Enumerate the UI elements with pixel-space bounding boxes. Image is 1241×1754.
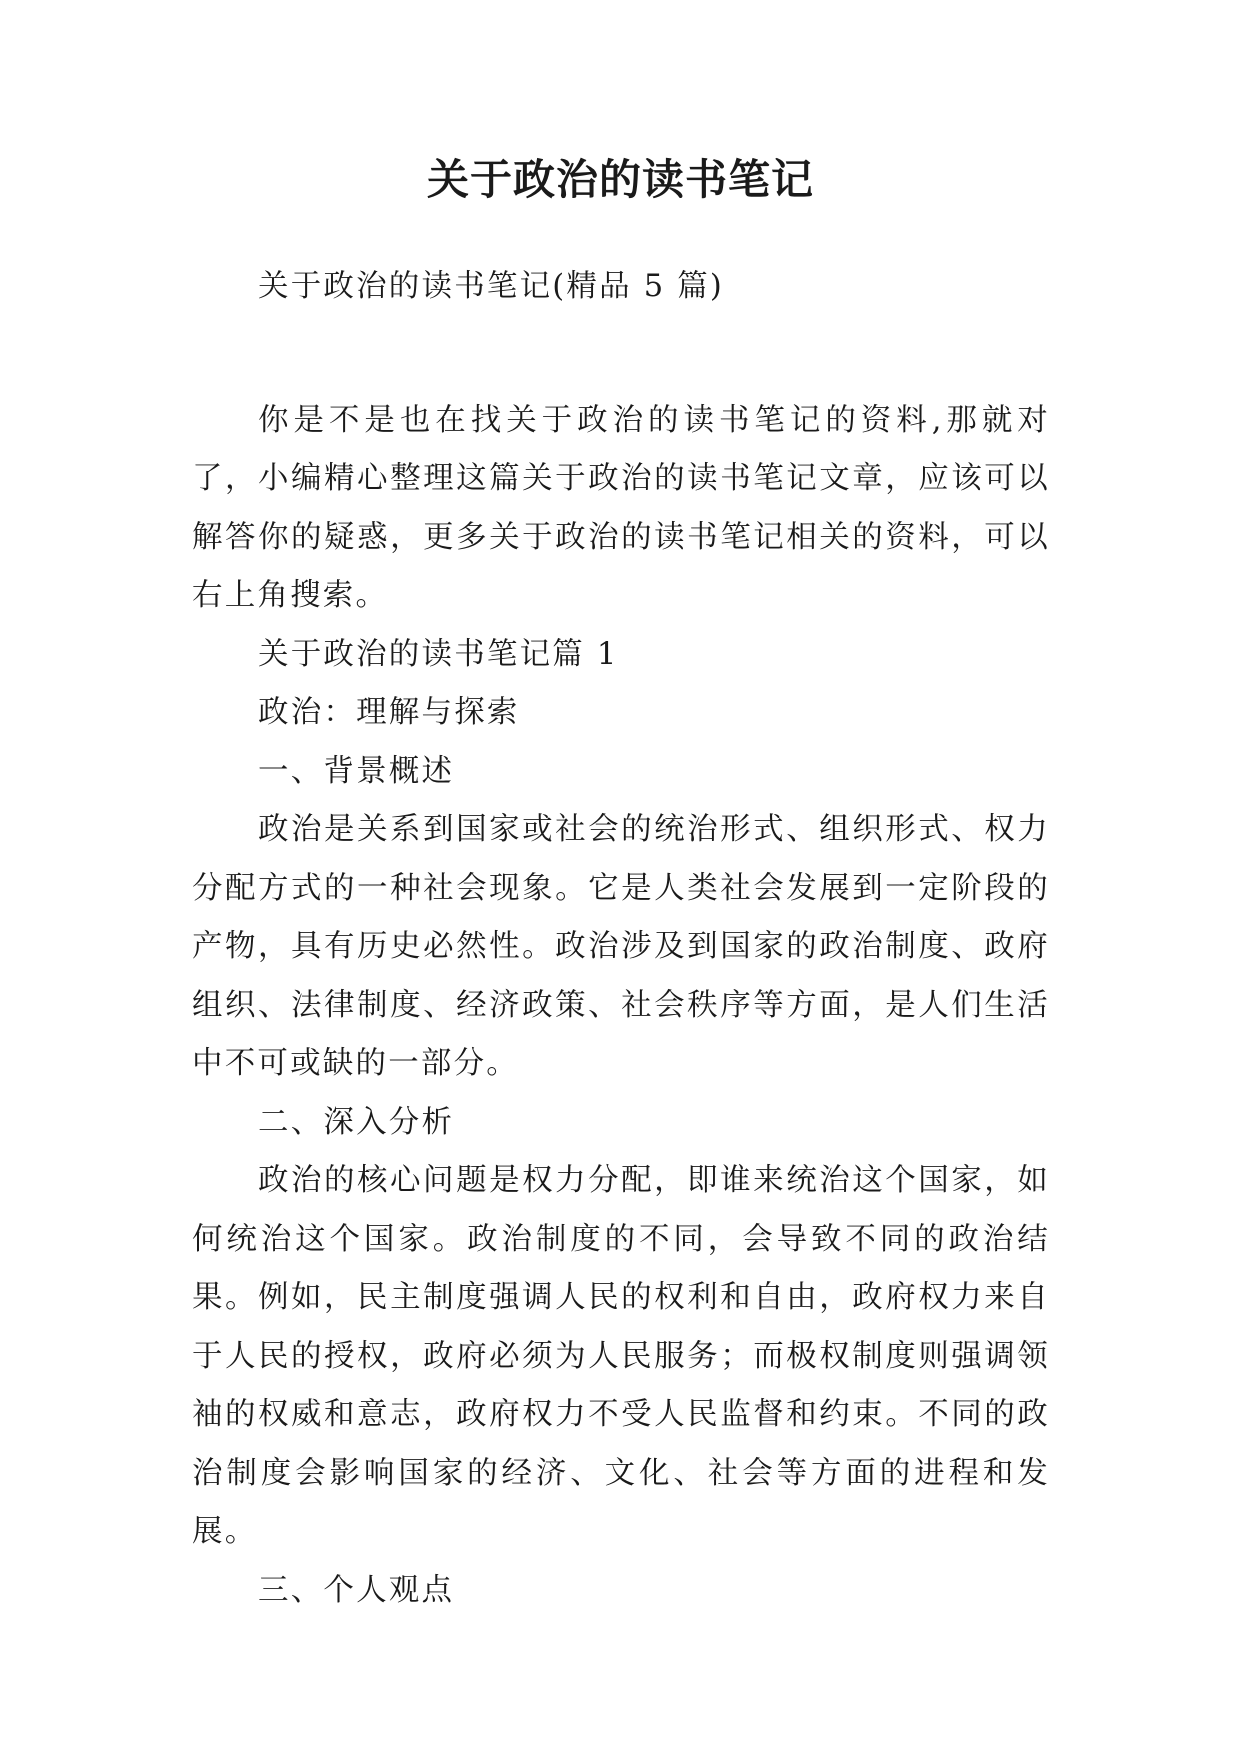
section-body-background: 政治是关系到国家或社会的统治形式、组织形式、权力分配方式的一种社会现象。它是人类社会发展到一定阶段的产物，具有历史必然性。政治涉及到国家的政治制度、政府组织、法律制度、经济政策、社会秩序等方面，是人们生活中不可或缺的一部分。 [192,812,1050,1081]
article-subheading: 政治：理解与探索 [258,695,520,730]
section-heading-background: 一、背景概述 [258,753,455,789]
article-heading: 关于政治的读书笔记篇 1 [258,636,619,672]
section-heading-opinion: 三、个人观点 [258,1572,455,1608]
document-title: 关于政治的读书笔记 [426,155,814,204]
document-subtitle: 关于政治的读书笔记(精品 5 篇) [258,269,724,304]
section-heading-analysis: 二、深入分析 [258,1104,455,1140]
intro-paragraph: 你是不是也在找关于政治的读书笔记的资料,那就对了，小编精心整理这篇关于政治的读书笔记文章，应该可以解答你的疑惑，更多关于政治的读书笔记相关的资料，可以右上角搜索。 [192,402,1050,613]
section-body-analysis: 政治的核心问题是权力分配，即谁来统治这个国家，如何统治这个国家。政治制度的不同，会导致不同的政治结果。例如，民主制度强调人民的权利和自由，政府权力来自于人民的授权，政府必须为人民服务；而极权制度则强调领袖的权威和意志，政府权力不受人民监督和约束。不同的政治制度会影响国家的经济、文化、社会等方面的进程和发展。 [192,1163,1050,1549]
document-body [192,258,1050,1620]
